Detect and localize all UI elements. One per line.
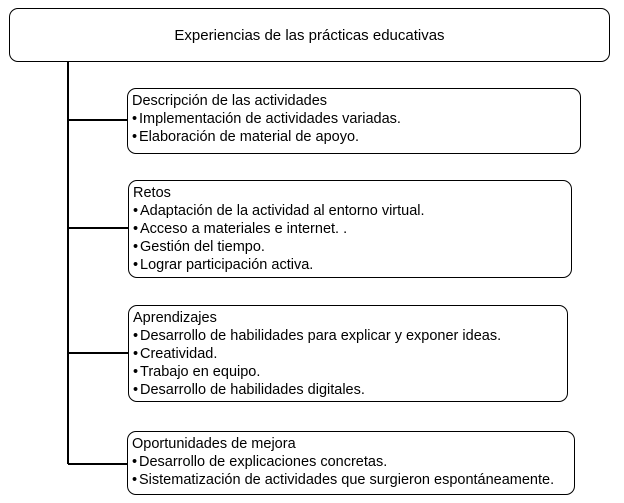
bullet-icon: • <box>133 364 139 380</box>
bullet-list <box>133 202 571 274</box>
bullet-icon: • <box>132 454 138 470</box>
bullet-list <box>133 327 567 399</box>
section-descripcion <box>127 88 581 154</box>
list-item-text: Acceso a materiales e internet. . <box>140 221 348 237</box>
list-item-text: Gestión del tiempo. <box>140 239 265 255</box>
list-item-text: Implementación de actividades variadas. <box>139 111 401 127</box>
list-item <box>132 128 580 146</box>
list-item-text: Trabajo en equipo. <box>140 364 261 380</box>
list-item <box>133 220 571 238</box>
list-item <box>132 110 580 128</box>
section-title: Retos <box>133 185 171 201</box>
list-item-text: Elaboración de material de apoyo. <box>139 129 360 145</box>
root-title: Experiencias de las prácticas educativas <box>174 26 445 44</box>
list-item-text: Lograr participación activa. <box>140 257 314 273</box>
bullet-icon: • <box>133 346 139 362</box>
bullet-icon: • <box>132 111 138 127</box>
list-item <box>133 238 571 256</box>
section-retos <box>128 180 572 278</box>
list-item-text: Desarrollo de habilidades para explicar y exponer ideas. <box>140 328 502 344</box>
section-aprendizajes <box>128 305 568 402</box>
bullet-icon: • <box>132 472 138 488</box>
bullet-icon: • <box>133 221 139 237</box>
bullet-icon: • <box>133 382 139 398</box>
bullet-icon: • <box>133 203 139 219</box>
list-item <box>133 256 571 274</box>
list-item-text: Creatividad. <box>140 346 218 362</box>
list-item <box>133 381 567 399</box>
bullet-icon: • <box>133 328 139 344</box>
list-item-text: Adaptación de la actividad al entorno virtual. <box>140 203 425 219</box>
bullet-list <box>132 110 580 146</box>
list-item-text: Sistematización de actividades que surgieron espontáneamente. <box>139 472 555 488</box>
section-oportunidades <box>127 431 575 495</box>
bullet-icon: • <box>132 129 138 145</box>
list-item-text: Desarrollo de habilidades digitales. <box>140 382 365 398</box>
list-item <box>133 345 567 363</box>
bullet-list <box>132 453 574 489</box>
list-item <box>132 453 574 471</box>
list-item <box>133 202 571 220</box>
section-title: Descripción de las actividades <box>132 93 328 109</box>
section-title: Oportunidades de mejora <box>132 436 296 452</box>
list-item <box>133 363 567 381</box>
list-item <box>132 471 574 489</box>
list-item <box>133 327 567 345</box>
bullet-icon: • <box>133 239 139 255</box>
root-box <box>9 8 610 62</box>
section-title: Aprendizajes <box>133 310 217 326</box>
bullet-icon: • <box>133 257 139 273</box>
list-item-text: Desarrollo de explicaciones concretas. <box>139 454 388 470</box>
